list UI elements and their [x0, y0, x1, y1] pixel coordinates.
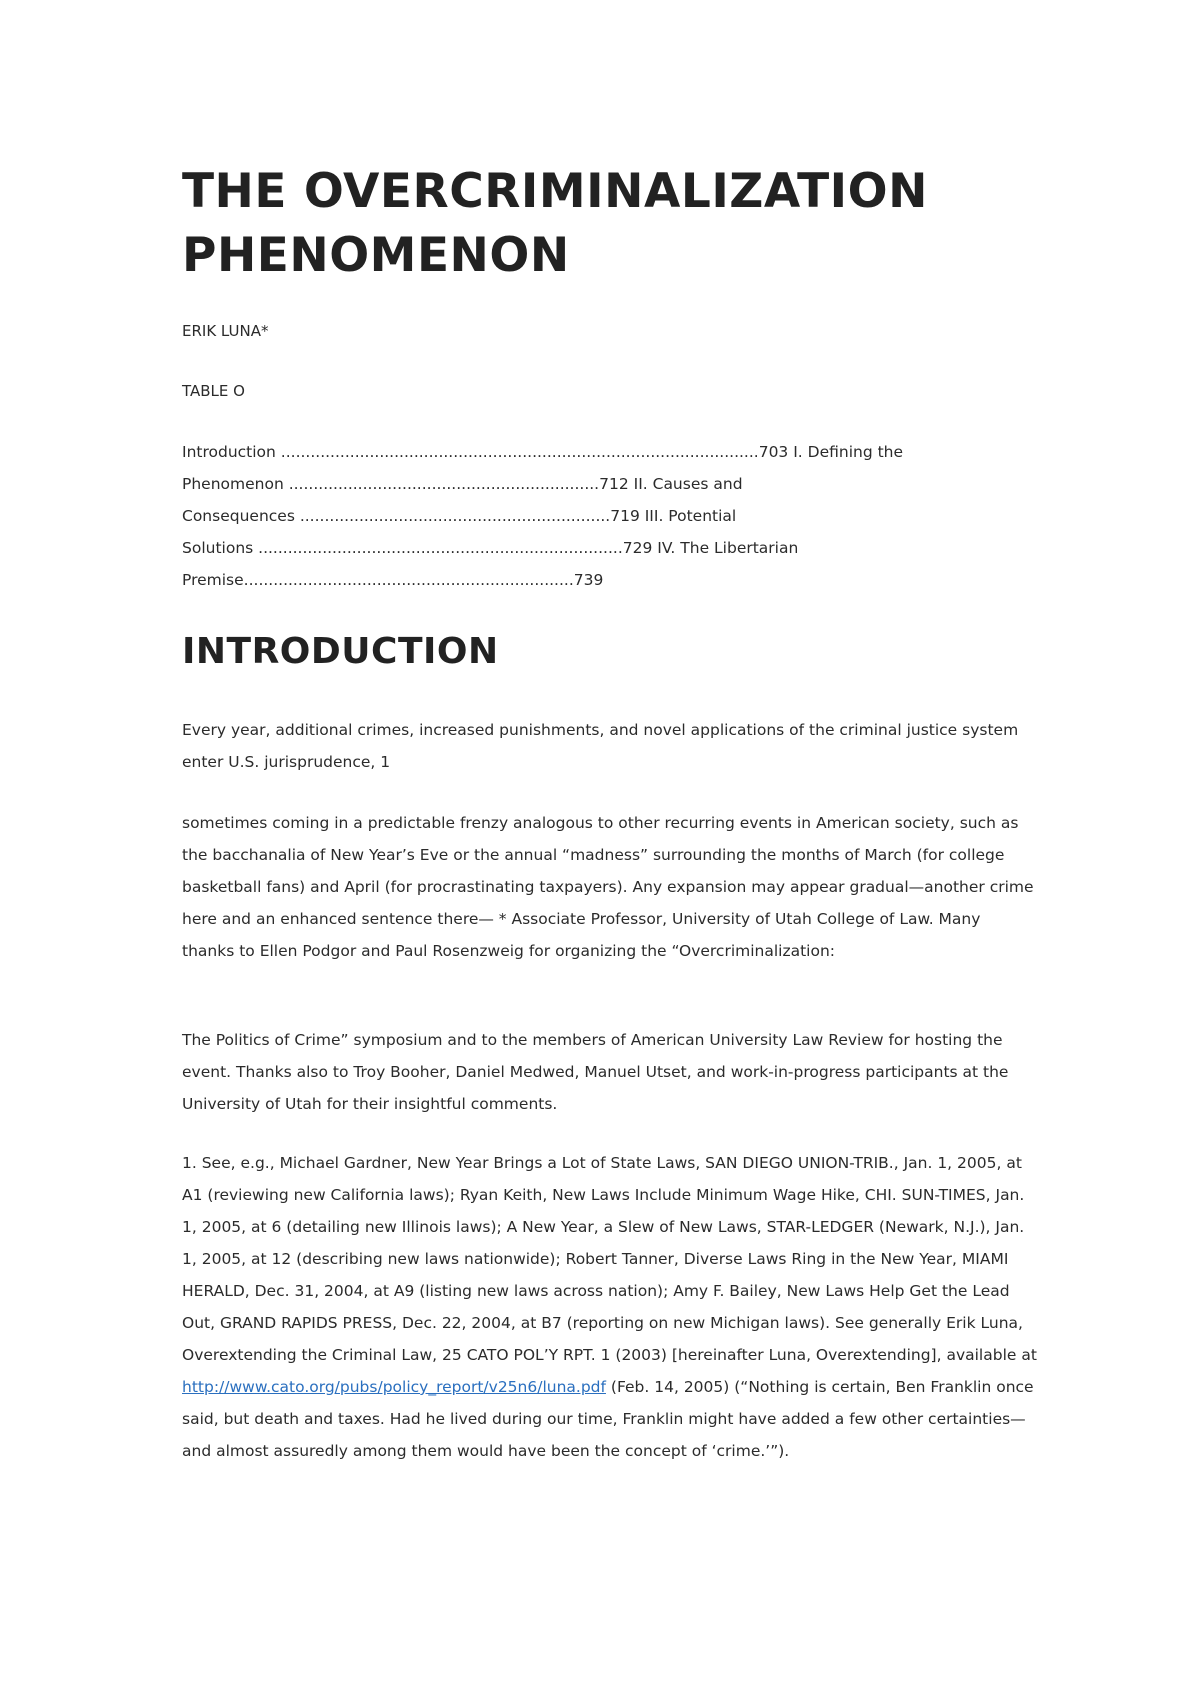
- toc-line: Solutions ..........................................................................729 IV. The Libertarian: [182, 539, 799, 557]
- table-of-contents-label: TABLE O: [182, 382, 245, 400]
- toc-line: Introduction .................................................................................................703 I. Defining the: [182, 443, 904, 461]
- table-of-contents: [182, 436, 903, 596]
- document-title: THE OVERCRIMINALIZATION PHENOMENON: [182, 164, 928, 283]
- body-paragraph-1: Every year, additional crimes, increased punishments, and novel applications of the criminal justice system enter U.S. jurisprudence, 1: [182, 721, 1019, 771]
- footnote-text-start: 1. See, e.g., Michael Gardner, New Year Brings a Lot of State Laws, SAN DIEGO UNION-TRIB., Jan. 1, 2005, at A1 (reviewing new California laws); Ryan Keith, New Laws Include Minimum Wage Hike, CHI. SUN-TIMES, Jan. 1, 2005, at 6 (detailing new Illinois laws); A New Year, a Slew of New Laws, STAR-LEDGER (Newark, N.J.), Jan. 1, 2005, at 12 (describing new laws nationwide); Robert Tanner, Diverse Laws Ring in the New Year, MIAMI HERALD, Dec. 31, 2004, at A9 (listing new laws across nation); Amy F. Bailey, New Laws Help Get the Lead Out, GRAND RAPIDS PRESS, Dec. 22, 2004, at B7 (reporting on new Michigan laws). See generally Erik Luna, Overextending the Criminal Law, 25 CATO POL’Y RPT. 1 (2003) [hereinafter Luna, Overextending], available at: [182, 1154, 1037, 1364]
- cato-report-link[interactable]: http://www.cato.org/pubs/policy_report/v25n6/luna.pdf: [182, 1378, 606, 1396]
- toc-line: Premise...................................................................739: [182, 571, 604, 589]
- body-paragraph-2: sometimes coming in a predictable frenzy analogous to other recurring events in American society, such as the bacchanalia of New Year’s Eve or the annual “madness” surrounding the months of March (for college basketball fans) and April (for procrastinating taxpayers). Any expansion may appear gradual—another crime here and an enhanced sentence there— * Associate Professor, University of Utah College of Law. Many thanks to Ellen Podgor and Paul Rosenzweig for organizing the “Overcriminalization:: [182, 814, 1034, 960]
- author-name: ERIK LUNA*: [182, 322, 269, 340]
- footnote-text-end: (Feb. 14, 2005) (“Nothing is certain, Ben Franklin once said, but death and taxes. Had he lived during our time, Franklin might have added a few other certainties—and almost assuredly among them would have been the concept of ‘crime.’”).: [182, 1378, 1034, 1460]
- section-heading-introduction: INTRODUCTION: [182, 631, 499, 672]
- toc-line: Phenomenon ...............................................................712 II. Causes and: [182, 475, 743, 493]
- toc-line: Consequences ...............................................................719 III. Potential: [182, 507, 737, 525]
- footnote-1: [182, 1147, 1037, 1467]
- body-paragraph-3: The Politics of Crime” symposium and to the members of American University Law Review for hosting the event. Thanks also to Troy Booher, Daniel Medwed, Manuel Utset, and work-in-progress participants at the University of Utah for their insightful comments.: [182, 1031, 1009, 1113]
